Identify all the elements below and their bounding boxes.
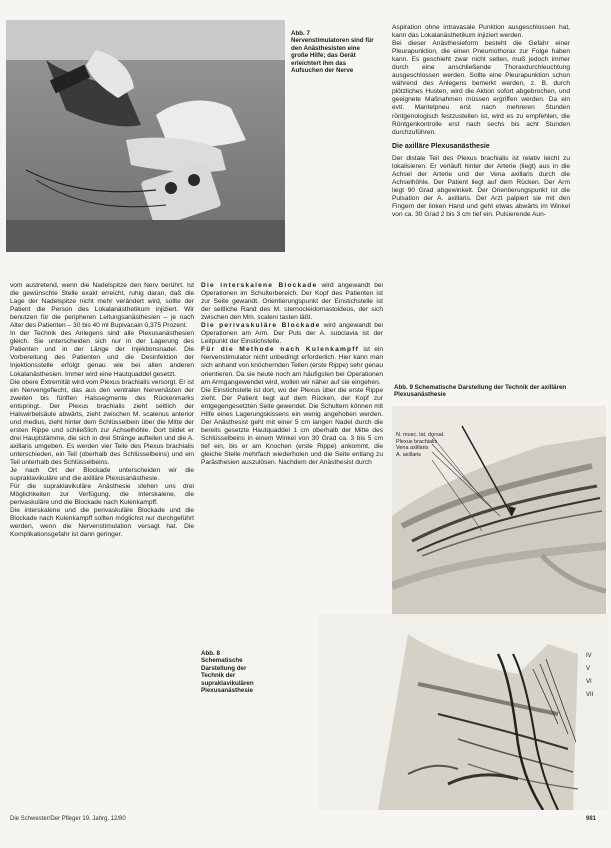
lead-term: Die perivaskuläre Blockade [201,322,321,330]
lead-term: Für die Methode nach Kulenkampff [201,346,360,354]
fig8-label-iv: IV [586,653,592,659]
section-heading: Die axilläre Plexusanästhesie [392,142,490,150]
fig9-label-artery: A. axillaris [396,451,422,458]
paragraph: In der Technik des Anlegens sind alle Plexusanästhesien gleich. Sie unterscheiden sich nur in der Lagerung des Patienten und in der Länge der Injektionsnadel. Die Vorbereitung des Patienten und die Desinfektion der Injektionsstelle erfolgt genau wie bei allen anderen Lokalanästhesien. Immer wird eine Hautquaddel gesetzt. [10,330,194,378]
fig7-caption [291,30,375,74]
fig8-label-vii: VII [586,692,594,698]
paragraph: Die Einstichstelle ist dort, wo der Plexus über die erste Rippe zieht. Der Patient liegt auf dem Rücken, der Kopf zur entgegengesetzten Seite gewendet. Die Schultern können mit Hilfe eines Lagerungskissens ein wenig angehoben werden. Der Anästhesist geht mit einer 5 cm langen Nadel durch die bereits gesetzte Hautquaddel 1 cm oberhalb der Mitte des Schlüsselbeins in einem Winkel von 30 Grad ca. 3 bis 5 cm tief ein, bis er am Knochen (erste Rippe) ankommt, die gleiche Stelle mehrfach wiederholen und die Seite entlang zu Parästhesien auszulösen. Nachdem der Anästhesist durch [201,386,383,467]
paragraph: Bei dieser Anästhesieform besteht die Gefahr einer Pleurapunktion, die einen Pneumothorax zur Folge haben kann. Es geschieht zwar nicht selten, muß jedoch immer durch eine anschließende Thoraxdurchleuchtung ausgeschlossen werden. Sollte eine Pleurapunktion schon während des Anlegens bemerkt werden, z. B. durch plötzliches Husten, wird die Aktion sofort abgebrochen, und geeignete Maßnahmen müssen ergriffen werden. Da ein evtl. Mantelpneu erst nach mehreren Stunden röntgenologisch festzustellen ist, wird es zu empfehlen, die Röntgenkontrolle erst nach sechs bis acht Stunden durchzuführen. [392,40,570,136]
left-column [10,282,194,540]
page-number: 981 [586,816,597,822]
fig8-drawing [318,614,608,810]
fig9-text: Schematische Darstellung der Technik der axillären Plexusanästhesie [394,384,567,399]
fig8-caption [201,650,261,694]
paragraph: Für die supraklavikuläre Anästhesie stehen uns drei Möglichkeiten zur Verfügung, die interskalene, die perivaskuläre und die Blockade nach Kulenkampff. [10,483,194,507]
fig9-label-muscle: N. musc. lat. dorsal. [396,432,445,438]
fig8-label-vi: VI [586,679,592,685]
right-column-top [392,24,570,219]
fig9-caption [394,384,584,399]
fig8-label-v: V [586,666,591,672]
fig8-text: Schematische Darstellung der Technik der supraklavikulären Plexusanästhesie [201,657,254,695]
fig8-label: Abb. 8 [201,650,220,657]
footer-journal: Die Schwester/Der Pfleger 19. Jahrg. 12/80 [10,816,126,822]
paragraph: Die perivaskuläre Blockade wird angewandt bei Operationen am Arm. Der Puls der A. subclavia ist der Leitpunkt der Einstichstelle. [201,322,383,346]
fig9-label-plexus: Plexus brachialis [396,438,438,445]
lead-term: Die interskalene Blockade [201,282,318,289]
paragraph: Je nach Ort der Blockade unterscheiden wir die supraklavikuläre und die axilläre Plexusanästhesie. [10,467,194,483]
paragraph: Die obere Extremität wird vom Plexus brachialis versorgt. Er ist ein Nervengeflecht, das aus den ventralen Nervenästen der zweiten bis fünften Halssegmente des Rückenmarks entspringt. Der Plexus brachialis zieht seitlich der Halswirbelsäule abwärts, zieht zwischen M. scalenus anterior und medius, zieht hinter dem Schlüsselbein über die Mitte der ersten Rippe und schließlich zur Achselhöhle. Dort bildet er drei Hauptstämme, die sich in drei Stränge aufteilen und die A. axillaris umgeben. Es werden vier Teile des Plexus brachialis unterschieden, ein Teil (oberhalb des Schlüsselbeins) und ein Teil unterhalb des Schlüsselbeins. [10,378,194,467]
paragraph: Aspiration ohne intravasale Punktion ausgeschlossen hat, kann das Lokalanästhetikum injiziert werden. [392,24,570,40]
fig9-drawing [392,406,606,614]
paragraph: Für die Methode nach Kulenkampff ist ein Nervenstimulator nicht unbedingt erforderlich. Hier kann man sich anhand von knöchernden Teilen (erste Rippe) sehr genau orientieren. Da sie heute noch am häufigsten bei Operationen am Armgangewendet wird, wollen wir näher auf sie eingehen. [201,346,383,386]
fig9-label-vein: Vena axillaris [396,445,429,451]
fig9-label: Abb. 9 [394,384,413,391]
fig7-label: Abb. 7 [291,30,310,37]
nerve-stimulator-photo [6,20,285,252]
paragraph: vom austretend, wenn die Nadelspitze den Nerv berührt. Ist die gewünschte Stelle exakt erreicht, ruhig daran, daß die Lage der Nadelspitze nicht mehr verändert wird, sollte der Patient die Person des Lokalanästhetikum injiziert. Wir benutzen für die peripheren Leitungsanästhesien – je nach Alter des Patienten – 30 bis 40 ml Bupivacain 0,375 Prozent. [10,282,194,330]
paragraph: Der distale Teil des Plexus brachialis ist relativ leicht zu lokalisieren. Er verläuft hinter der Arterie (liegt) aus in die Achsel der Arterie und der Vena axillaris durch die Achselhöhle. Der Patient liegt auf dem Rücken. Der Arm liegt 90 Grad abgewinkelt. Der Orientierungspunkt ist die Pulsation der A. axillaris. Der Arzt palpiert sie mit den Fingern der linken Hand und geht etwas abwärts im Winkel von ca. 30 Grad 2 bis 3 cm tief ein. Pulsierende Aun- [392,154,570,219]
middle-column [201,282,383,467]
fig7-text: Nervenstimulatoren sind für den Anästhesisten eine große Hilfe; das Gerät erleichtert ihm das Aufsuchen der Nerve [291,37,374,75]
paragraph: Die interskalene und die perivaskuläre Blockade und die Blockade nach Kulenkampff sollten möglichst nur durchgeführt werden, wenn die Nervenstimulation versagt hat. Die Komplikationsgefahr ist dann geringer. [10,507,194,539]
paragraph: Die interskalene Blockade wird angewandt bei Operationen im Schulterbereich. Der Kopf des Patienten ist zur Seite gewandt. Orientierungspunkt der Einstichstelle ist der seitliche Rand des M. sternocleidomastoideus, der sich zwischen den Mm. scaleni tasten läßt. [201,282,383,322]
